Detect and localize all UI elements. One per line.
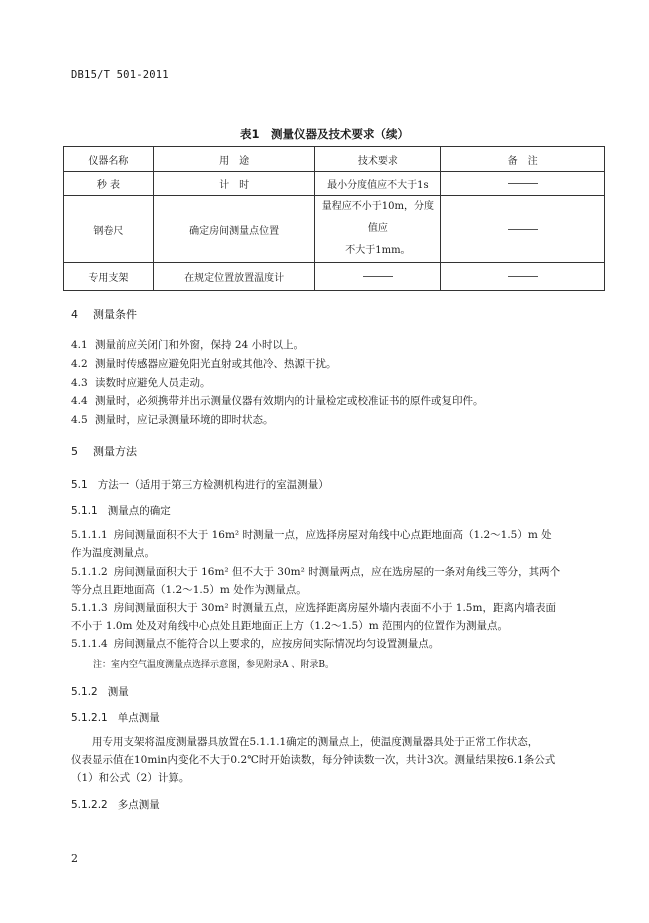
cell-requirement [315, 172, 441, 196]
subsection-title: 测量 [107, 686, 129, 698]
paragraph [71, 599, 591, 635]
subsection-title: 方法一（适用于第三方检测机构进行的室温测量） [97, 479, 329, 491]
subsection-heading [71, 710, 160, 725]
item-number: 4.1 [71, 339, 88, 351]
requirement-line: 不大于1mm。 [345, 245, 411, 256]
clause-number: 5.1.1.4 [71, 638, 108, 650]
table-row [64, 196, 605, 263]
header-cell: 仪器名称 [64, 147, 154, 172]
paragraph [71, 526, 591, 562]
item-number: 4.2 [71, 358, 88, 370]
item-text: 测量时，应记录测量环境的即时状态。 [95, 414, 274, 426]
paragraph-line: 仪表显示值在10min内变化不大于0.2℃时开始读数，每分钟读数一次，共计3次。测量结果按6.1条公式 [71, 754, 556, 766]
cell-note [441, 263, 605, 291]
list-item [71, 375, 211, 390]
paragraph-line: （1）和公式（2）计算。 [71, 772, 190, 784]
table-row [64, 263, 605, 291]
dash-mark [508, 183, 538, 184]
paragraph-line: 房间测量面积大于 16m² 但不大于 30m² 时测量两点，应在选房屋的一条对角线三等分，其两个 [113, 566, 561, 578]
cell-note [441, 172, 605, 196]
paragraph-line: 房间测量点不能符合以上要求的，应按房间实际情况均匀设置测量点。 [113, 638, 440, 650]
paragraph-line: 不小于 1.0m 处及对角线中心点处且距地面正上方（1.2～1.5）m 范围内的位置作为测量点。 [71, 620, 509, 632]
table-header-row [64, 147, 605, 172]
paragraph-line: 用专用支架将温度测量器具放置在5.1.1.1确定的测量点上，使温度测量器具处于正常工作状态， [92, 736, 539, 748]
paragraph-line: 作为温度测量点。 [71, 547, 155, 559]
clause-number: 5.1.1.3 [71, 602, 108, 614]
list-item [71, 356, 337, 371]
cell-requirement [315, 196, 441, 263]
paragraph [71, 563, 591, 599]
list-item [71, 393, 484, 408]
cell-note [441, 196, 605, 263]
requirement-line: 量程应不小于10m，分度值应 [321, 201, 434, 234]
document-code: DB15/T 501-2011 [71, 69, 169, 81]
item-text: 测量时传感器应避免阳光直射或其他冷、热源干扰。 [95, 358, 337, 370]
item-text: 读数时应避免人员走动。 [95, 377, 211, 389]
subsection-number: 5.1.2.1 [71, 712, 108, 724]
clause-number: 5.1.1.2 [71, 566, 108, 578]
list-item [71, 337, 304, 352]
paragraph-line: 房间测量面积不大于 16m² 时测量一点，应选择房屋对角线中心点距地面高（1.2～1.5）m 处 [113, 529, 552, 541]
section-heading [71, 306, 137, 322]
cell-name: 秒 表 [64, 172, 154, 196]
table-row [64, 172, 605, 196]
subsection-heading [71, 477, 329, 492]
note: 注：室内空气温度测量点选择示意图，参见附录A 、附录B。 [93, 660, 334, 670]
header-cell: 备 注 [441, 147, 605, 172]
subsection-title: 单点测量 [117, 712, 160, 724]
section-number: 4 [71, 308, 78, 321]
section-number: 5 [71, 445, 78, 458]
cell-use: 在规定位置放置温度计 [153, 263, 315, 291]
subsection-number: 5.1.1 [71, 505, 98, 517]
table-title: 表1 测量仪器及技术要求（续） [240, 127, 409, 141]
clause-number: 5.1.1.1 [71, 529, 108, 541]
header-cell: 用 途 [153, 147, 315, 172]
subsection-heading [71, 797, 160, 812]
dash-mark [508, 276, 538, 277]
header-cell: 技术要求 [315, 147, 441, 172]
paragraph [71, 635, 591, 653]
paragraph-line: 等分点且距地面高（1.2～1.5）m 处作为测量点。 [71, 584, 307, 596]
cell-requirement [315, 263, 441, 291]
paragraph-line: 房间测量面积大于 30m² 时测量五点，应选择距离房屋外墙内表面不小于 1.5m，距离内墙表面 [113, 602, 556, 614]
cell-name: 钢卷尺 [64, 196, 154, 263]
subsection-number: 5.1.2.2 [71, 799, 108, 811]
dash-mark [508, 229, 538, 230]
list-item [71, 412, 274, 427]
subsection-number: 5.1.2 [71, 686, 98, 698]
dash-mark [363, 276, 393, 277]
cell-name: 专用支架 [64, 263, 154, 291]
item-number: 4.3 [71, 377, 88, 389]
paragraph [71, 733, 601, 787]
item-text: 测量时，必须携带并出示测量仪器有效期内的计量检定或校准证书的原件或复印件。 [95, 395, 484, 407]
requirement-text: 最小分度值应不大于1s [327, 180, 429, 191]
section-heading [71, 443, 137, 459]
subsection-number: 5.1 [71, 479, 88, 491]
item-text: 测量前应关闭门和外窗，保持 24 小时以上。 [95, 339, 305, 351]
cell-use: 计 时 [153, 172, 315, 196]
section-title: 测量条件 [93, 308, 137, 321]
item-number: 4.4 [71, 395, 88, 407]
section-title: 测量方法 [93, 445, 137, 458]
subsection-title: 多点测量 [117, 799, 160, 811]
item-number: 4.5 [71, 414, 88, 426]
instrument-table [63, 146, 605, 291]
subsection-heading [71, 503, 171, 518]
subsection-heading [71, 684, 129, 699]
subsection-title: 测量点的确定 [107, 505, 171, 517]
cell-use: 确定房间测量点位置 [153, 196, 315, 263]
page-number: 2 [71, 852, 78, 865]
